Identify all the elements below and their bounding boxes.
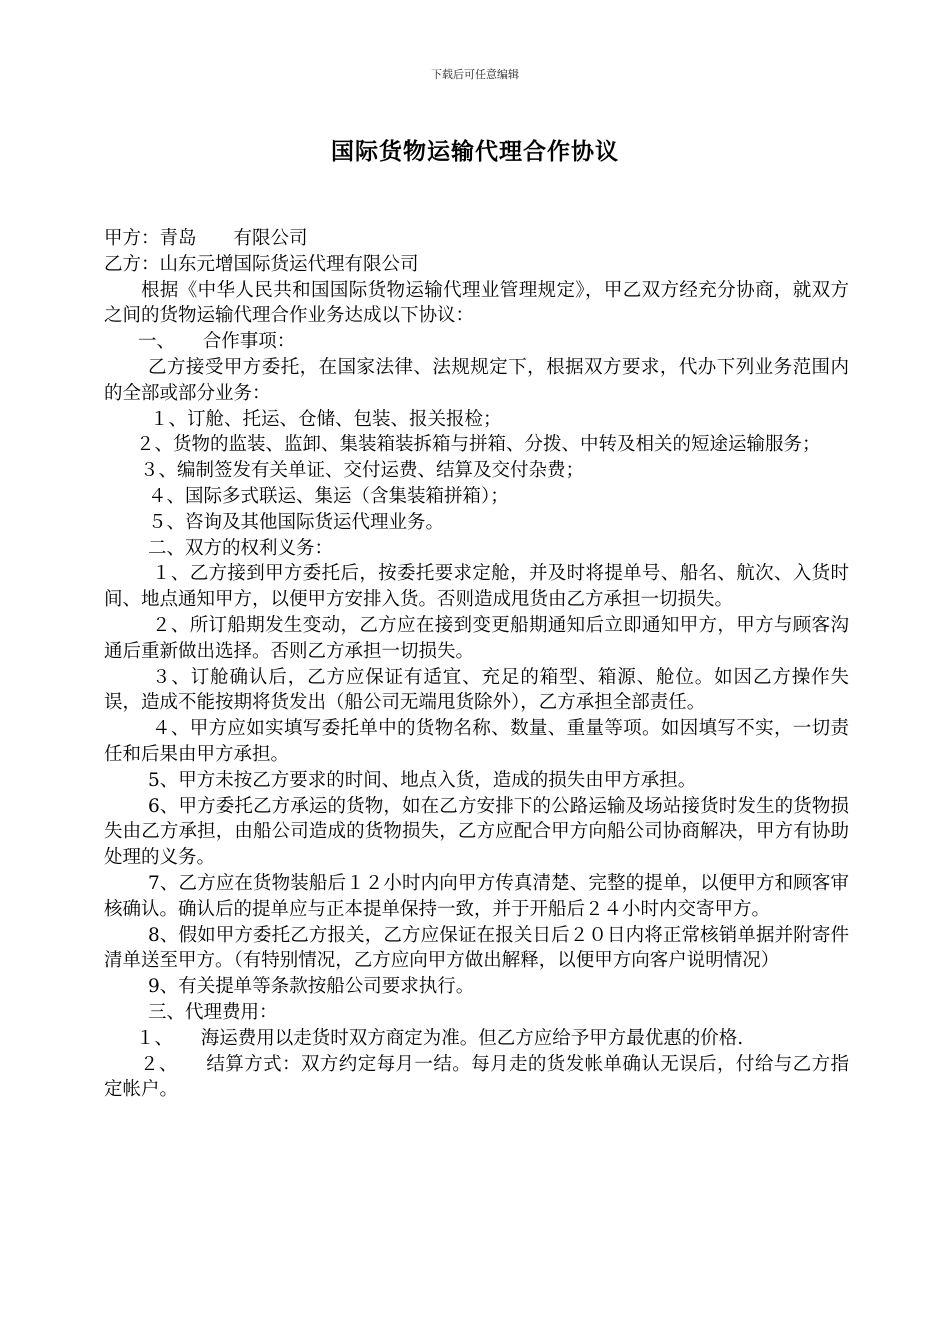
- section-1-item: ４、国际多式联运、集运（含集装箱拼箱）；: [148, 485, 509, 507]
- preamble-paragraph: 根据《中华人民共和国国际货物运输代理业管理规定》，甲乙双方经充分协商，就双方之间的货物运输代理合作业务达成以下协议：: [104, 279, 849, 327]
- section-3-heading: 三、代理费用：: [148, 1001, 278, 1023]
- party-a-line: 甲方：青岛 有限公司: [104, 228, 308, 249]
- section-1-item: ２、货物的监装、监卸、集装箱装拆箱与拼箱、分拨、中转及相关的短途运输服务；: [136, 434, 821, 456]
- section-2-item: 7、乙方应在货物装船后１２小时内向甲方传真清楚、完整的提单，以便甲方和顾客审核确认。确认后的提单应与正本提单保持一致，并于开船后２４小时内交寄甲方。: [104, 872, 849, 920]
- document-title: 国际货物运输代理合作协议: [331, 139, 619, 165]
- document-body: [104, 226, 849, 1103]
- section-3-item: １、 海运费用以走货时双方商定为准。但乙方应给予甲方最优惠的价格.: [136, 1027, 744, 1049]
- header-note: 下载后可任意编辑: [431, 68, 519, 81]
- section-2-item: 5、甲方未按乙方要求的时间、地点入货，造成的损失由甲方承担。: [148, 769, 697, 791]
- section-1-item: ５、咨询及其他国际货运代理业务。: [148, 511, 445, 533]
- section-3-item: ２、 结算方式：双方约定每月一结。每月走的货发帐单确认无误后，付给与乙方指定帐户。: [104, 1053, 849, 1101]
- section-2-item: ４、甲方应如实填写委托单中的货物名称、数量、重量等项。如因填写不实，一切责任和后果由甲方承担。: [104, 718, 849, 765]
- section-2-heading: 二、双方的权利义务：: [148, 537, 334, 559]
- section-2-item: 8、假如甲方委托乙方报关，乙方应保证在报关日后２０日内将正常核销单据并附寄件清单送至甲方。（有特别情况，乙方应向甲方做出解释，以便甲方向客户说明情况）: [104, 924, 849, 972]
- section-2-item: 9、有关提单等条款按船公司要求执行。: [148, 976, 475, 998]
- section-2-item: ３、订舱确认后，乙方应保证有适宜、充足的箱型、箱源、舱位。如因乙方操作失误，造成不能按期将货发出（船公司无端甩货除外），乙方承担全部责任。: [104, 666, 849, 714]
- section-2-item: １、乙方接到甲方委托后，按委托要求定舱，并及时将提单号、船名、航次、入货时间、地点通知甲方，以便甲方安排入货。否则造成甩货由乙方承担一切损失。: [104, 563, 849, 611]
- section-1-heading: 一、 合作事项：: [138, 331, 296, 353]
- party-b-line: 乙方：山东元增国际货运代理有限公司: [104, 253, 419, 275]
- section-2-item: ２、所订船期发生变动，乙方应在接到变更船期通知后立即通知甲方，甲方与顾客沟通后重新做出选择。否则乙方承担一切损失。: [104, 614, 849, 662]
- section-1-intro: 乙方接受甲方委托，在国家法律、法规规定下，根据双方要求，代办下列业务范围内的全部或部分业务：: [104, 356, 849, 404]
- section-1-item: ３、编制签发有关单证、交付运费、结算及交付杂费；: [140, 460, 585, 482]
- section-1-item: １、订舱、托运、仓储、包装、报关报检；: [150, 408, 502, 430]
- section-2-item: 6、甲方委托乙方承运的货物，如在乙方安排下的公路运输及场站接货时发生的货物损失由乙方承担，由船公司造成的货物损失，乙方应配合甲方向船公司协商解决，甲方有协助处理的义务。: [104, 795, 849, 869]
